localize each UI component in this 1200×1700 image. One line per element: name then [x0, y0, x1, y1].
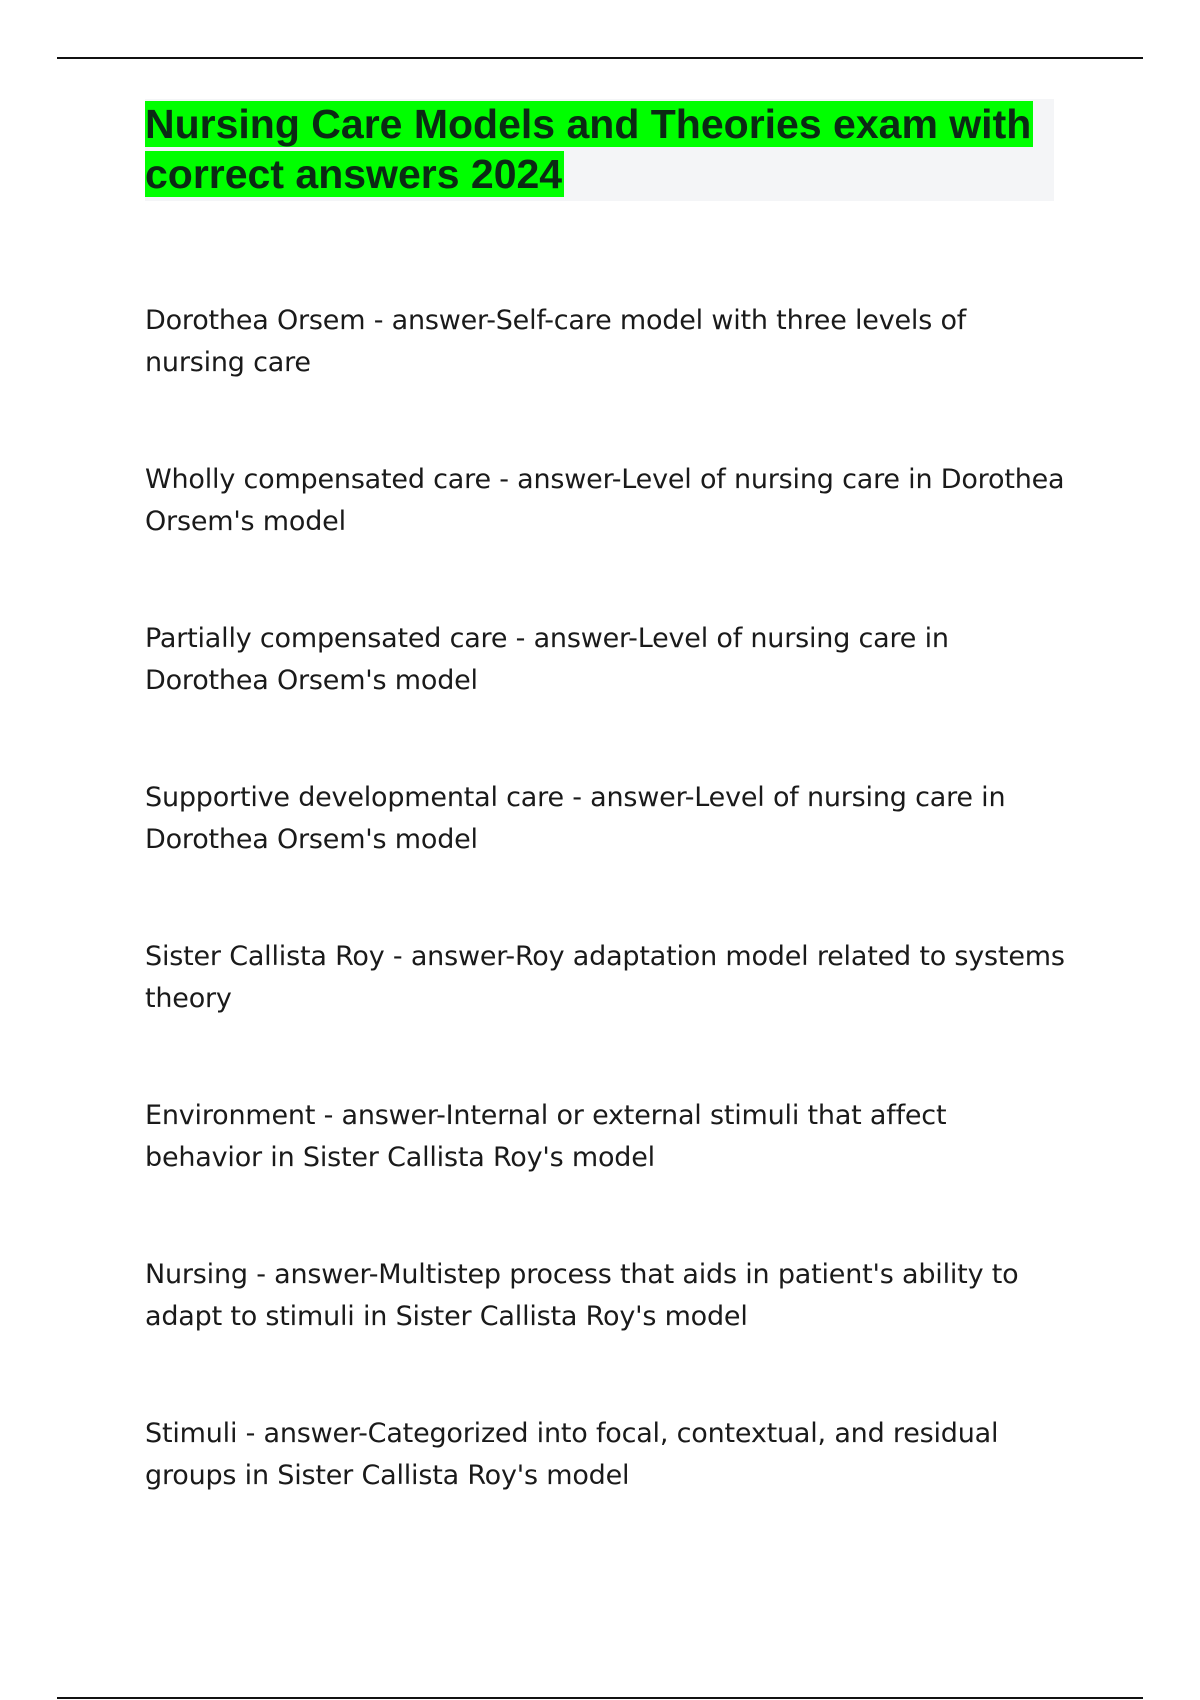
qa-item: Dorothea Orsem - answer-Self-care model with three levels of nursing care [145, 305, 967, 378]
title-block [145, 99, 1054, 201]
page-title [145, 99, 1054, 199]
qa-item: Sister Callista Roy - answer-Roy adaptation model related to systems theory [145, 941, 1065, 1014]
qa-item: Environment - answer-Internal or external stimuli that affect behavior in Sister Callista Roy's model [145, 1100, 947, 1173]
header-rule [57, 57, 1143, 59]
footer-rule [57, 1697, 1143, 1699]
qa-item: Stimuli - answer-Categorized into focal, contextual, and residual groups in Sister Callista Roy's model [145, 1418, 999, 1491]
qa-item: Supportive developmental care - answer-Level of nursing care in Dorothea Orsem's model [145, 782, 1006, 855]
qa-list [145, 300, 1065, 1572]
title-highlight: Nursing Care Models and Theories exam with correct answers 2024 [145, 101, 1032, 197]
qa-item: Partially compensated care - answer-Level of nursing care in Dorothea Orsem's model [145, 623, 949, 696]
qa-item: Nursing - answer-Multistep process that aids in patient's ability to adapt to stimuli in Sister Callista Roy's model [145, 1259, 1019, 1332]
qa-item: Wholly compensated care - answer-Level of nursing care in Dorothea Orsem's model [145, 464, 1065, 537]
